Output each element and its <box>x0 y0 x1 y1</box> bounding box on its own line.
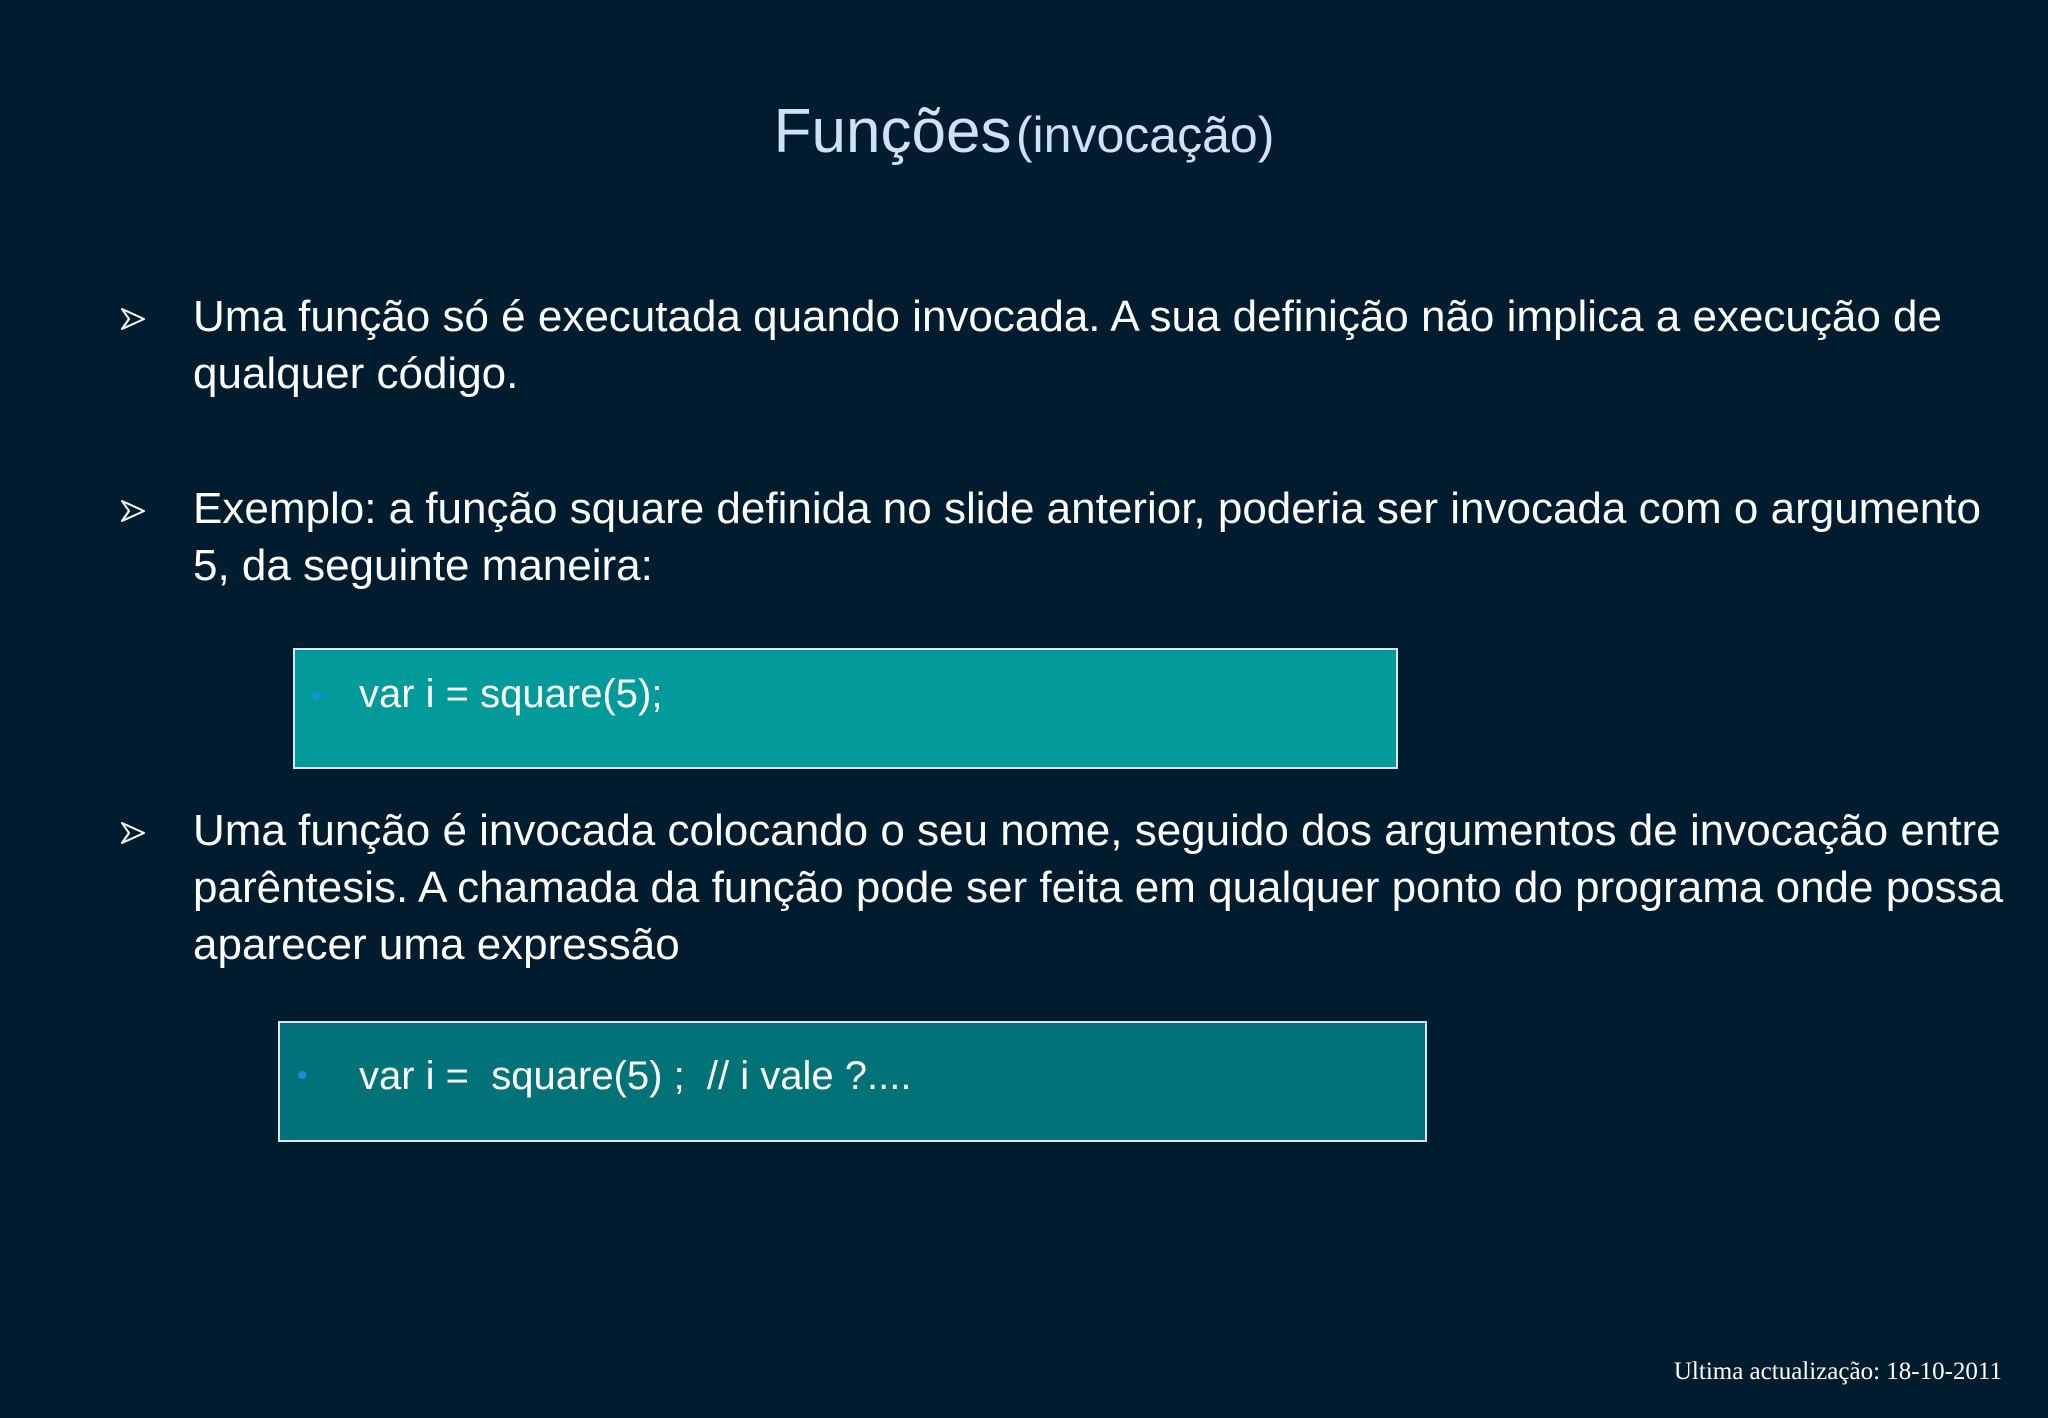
arrowhead-bullet-icon <box>120 498 146 524</box>
code-bullet: • <box>312 680 323 713</box>
code-line: var i = square(5); <box>359 672 663 716</box>
slide-title <box>0 98 2048 166</box>
code-bullet: • <box>297 1059 308 1092</box>
bullet-text: Exemplo: a função square definida no slide anterior, poderia ser invocada com o argumento 5, da seguinte maneira: <box>193 484 1981 590</box>
bullet-text: Uma função é invocada colocando o seu nome, seguido dos argumentos de invocação entre parêntesis. A chamada da função pode ser feita em qualquer ponto do programa onde possa aparecer uma expressão <box>193 806 2004 969</box>
code-line: var i = square(5) ; // i vale ?.... <box>359 1054 912 1098</box>
code-box <box>293 648 1398 769</box>
arrowhead-bullet-icon <box>120 306 146 332</box>
arrowhead-bullet-icon <box>120 820 146 846</box>
last-updated-footer: Ultima actualização: 18-10-2011 <box>1673 1358 2002 1385</box>
code-box <box>278 1021 1427 1142</box>
slide-title-sub: (invocação) <box>1015 107 1275 163</box>
slide-title-main: Funções <box>773 97 1012 166</box>
bullet-text: Uma função só é executada quando invocada. A sua definição não implica a execução de qualquer código. <box>193 292 1942 398</box>
